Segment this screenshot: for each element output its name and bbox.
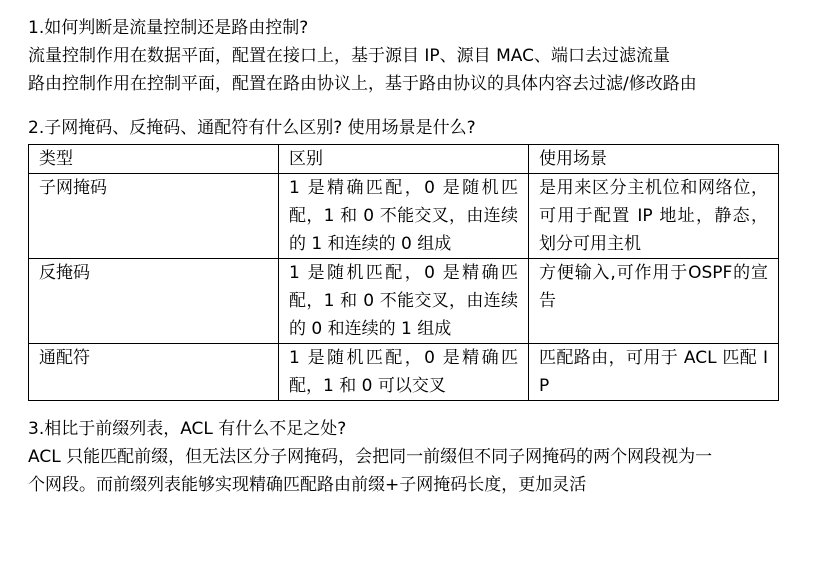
comparison-table bbox=[28, 144, 779, 401]
cell-usage bbox=[529, 259, 779, 344]
header-difference: 区别 bbox=[279, 145, 529, 174]
table-header-row bbox=[29, 145, 779, 174]
cell-usage bbox=[529, 344, 779, 401]
question-3-answer-line-2: 个网段。而前缀列表能够实现精确匹配路由前缀+子网掩码长度，更加灵活 bbox=[28, 475, 587, 495]
header-type: 类型 bbox=[29, 145, 279, 174]
cell-type bbox=[29, 259, 279, 344]
cell-usage bbox=[529, 174, 779, 259]
cell-type bbox=[29, 344, 279, 401]
cell-text: 子网掩码 bbox=[39, 178, 107, 198]
cell-type bbox=[29, 174, 279, 259]
cell-text: 1 是随机匹配，0 是精确匹配，1 和 0 可以交叉 bbox=[289, 348, 518, 396]
cell-text: 方便输入,可作用于OSPF的宣告 bbox=[539, 263, 768, 311]
header-usage: 使用场景 bbox=[529, 145, 779, 174]
cell-text: 匹配路由，可用于 ACL 匹配 IP bbox=[539, 348, 768, 396]
document-page bbox=[28, 14, 788, 499]
question-2-title: 2.子网掩码、反掩码、通配符有什么区别? 使用场景是什么? bbox=[28, 118, 476, 138]
table-row bbox=[29, 344, 779, 401]
cell-text: 是用来区分主机位和网络位，可用于配置 IP 地址，静态，划分可用主机 bbox=[539, 178, 768, 254]
spacer bbox=[28, 401, 788, 415]
cell-text: 1 是随机匹配，0 是精确匹配，1 和 0 不能交叉，由连续的 0 和连续的 1 组成 bbox=[289, 263, 518, 339]
table-row bbox=[29, 174, 779, 259]
table-row bbox=[29, 259, 779, 344]
cell-difference bbox=[279, 344, 529, 401]
question-1-answer-line-2: 路由控制作用在控制平面，配置在路由协议上，基于路由协议的具体内容去过滤/修改路由 bbox=[28, 74, 697, 94]
cell-text: 1 是精确匹配，0 是随机匹配，1 和 0 不能交叉，由连续的 1 和连续的 0 组成 bbox=[289, 178, 518, 254]
cell-difference bbox=[279, 259, 529, 344]
cell-text: 通配符 bbox=[39, 348, 90, 368]
question-3-answer-line-1: ACL 只能匹配前缀，但无法区分子网掩码，会把同一前缀但不同子网掩码的两个网段视为一 bbox=[28, 447, 713, 467]
question-3-title: 3.相比于前缀列表，ACL 有什么不足之处? bbox=[28, 419, 347, 439]
question-1-answer-line-1: 流量控制作用在数据平面，配置在接口上，基于源目 IP、源目 MAC、端口去过滤流量 bbox=[28, 46, 670, 66]
question-1-title: 1.如何判断是流量控制还是路由控制? bbox=[28, 18, 309, 38]
cell-difference bbox=[279, 174, 529, 259]
spacer bbox=[28, 98, 788, 114]
cell-text: 反掩码 bbox=[39, 263, 90, 283]
